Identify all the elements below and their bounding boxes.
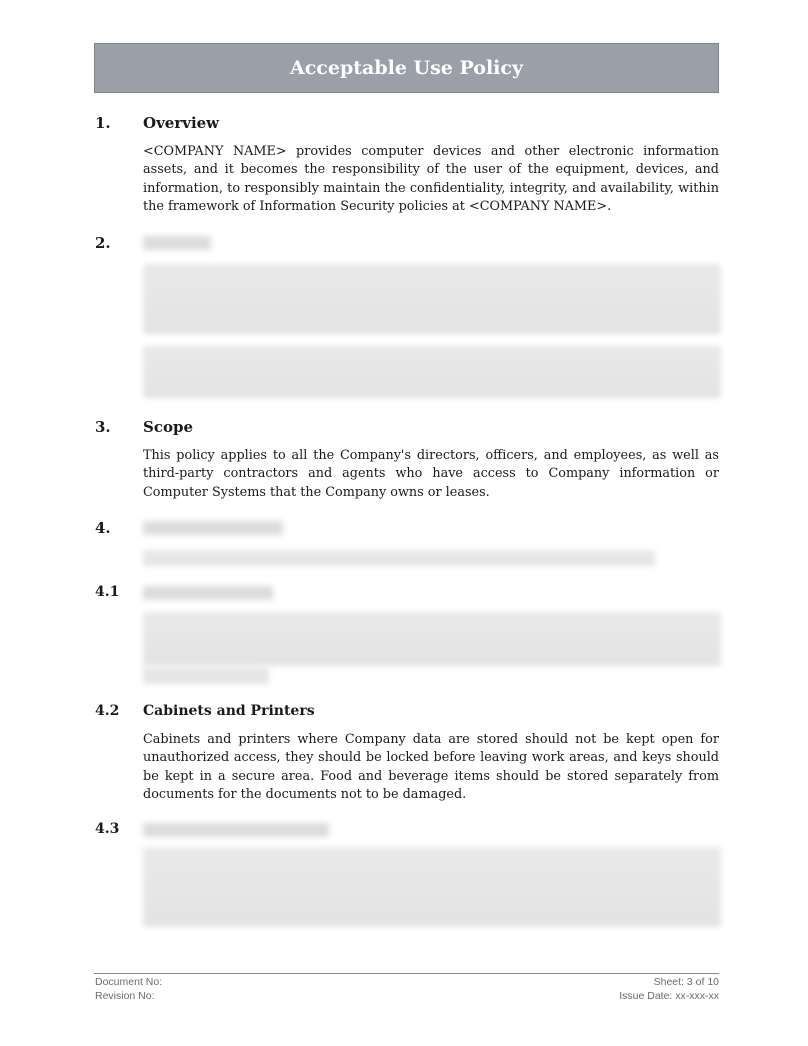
redacted-heading bbox=[143, 236, 211, 250]
redacted-paragraph bbox=[143, 550, 655, 566]
redacted-heading bbox=[143, 521, 283, 535]
redacted-heading bbox=[143, 586, 273, 600]
subsection-number: 4.1 bbox=[95, 584, 120, 600]
section-paragraph: This policy applies to all the Company's directors, officers, and employees, as well as third-party contractors and agents who have access to Company information or Computer Systems that the Company owns or leases. bbox=[143, 448, 719, 500]
section-number: 3. bbox=[95, 418, 111, 436]
section-purpose-redacted bbox=[95, 234, 719, 404]
subsection-heading: Cabinets and Printers bbox=[143, 703, 315, 719]
subsection-paragraph: Cabinets and printers where Company data are stored should not be kept open for unauthorized access, they should be locked before leaving work areas, and keys should be kept in a secure area. Food and beverage items should be stored separately from documents for the documents not to be damaged. bbox=[143, 732, 719, 803]
section-scope bbox=[95, 418, 719, 508]
section-heading: Overview bbox=[143, 114, 220, 132]
footer-sheet: Sheet: 3 of 10 bbox=[653, 976, 719, 988]
subsection-redacted bbox=[95, 821, 719, 931]
section-unacceptable-use-redacted bbox=[95, 519, 719, 569]
footer-document-no: Document No: bbox=[95, 976, 163, 988]
section-number: 4. bbox=[95, 519, 111, 537]
section-heading: Scope bbox=[143, 418, 194, 436]
subsection-cabinets-and-printers bbox=[95, 703, 719, 813]
footer-revision-no: Revision No: bbox=[95, 990, 155, 1002]
footer-divider bbox=[94, 973, 719, 974]
section-number: 1. bbox=[95, 114, 111, 132]
redacted-paragraph bbox=[143, 264, 721, 334]
section-paragraph: <COMPANY NAME> provides computer devices and other electronic information assets, and it becomes the responsibility of the user of the equipment, devices, and information, to responsibly maintain the confidentiality, integrity, and availability, within the framework of Information Security policies at <COMPANY NAME>. bbox=[143, 144, 719, 215]
section-overview bbox=[95, 114, 719, 224]
redacted-paragraph bbox=[143, 612, 721, 666]
redacted-paragraph bbox=[143, 346, 721, 398]
section-number: 2. bbox=[95, 234, 111, 252]
redacted-paragraph bbox=[143, 847, 721, 927]
redacted-paragraph bbox=[143, 666, 269, 684]
document-title-bar bbox=[94, 43, 719, 93]
document-title: Acceptable Use Policy bbox=[289, 57, 523, 79]
subsection-redacted bbox=[95, 584, 719, 689]
redacted-heading bbox=[143, 823, 329, 837]
subsection-number: 4.3 bbox=[95, 821, 120, 837]
footer-issue-date: Issue Date: xx-xxx-xx bbox=[619, 990, 719, 1002]
subsection-number: 4.2 bbox=[95, 703, 120, 719]
